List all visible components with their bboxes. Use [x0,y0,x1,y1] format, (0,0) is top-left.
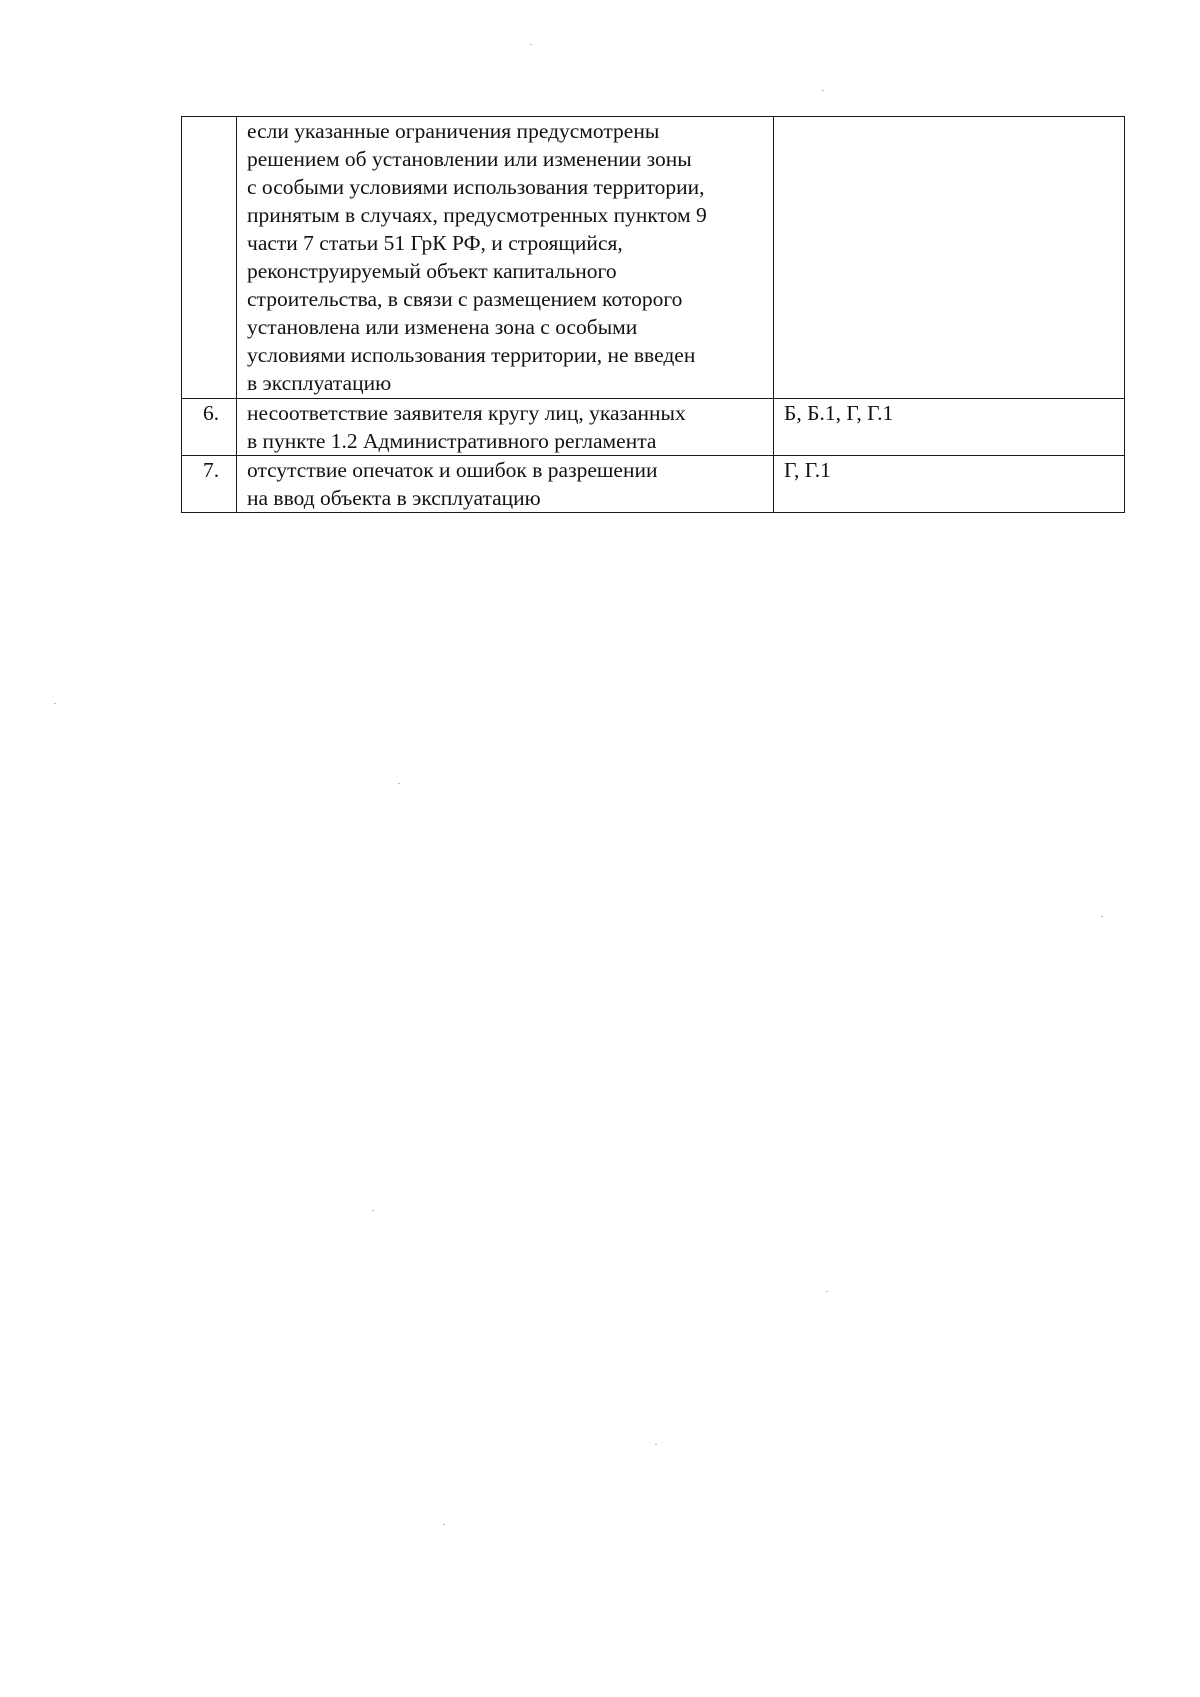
row-description [237,456,774,513]
table-row [182,456,1125,513]
row-codes: Г, Г.1 [774,456,1125,513]
scan-artifact [443,1524,445,1525]
row-description [237,399,774,456]
scan-artifact [826,1291,828,1292]
grounds-table [181,116,1125,513]
row-number: 7. [182,456,237,513]
row-codes [774,117,1125,399]
row-description-text: если указанные ограничения предусмотрены решением об установлении или изменении зоны с особыми условиями использования территории, принятым в случаях, предусмотренных пунктом 9 части 7 статьи 51 ГрК РФ, и строящийся, реконструируемый объект капитального строительства, в связи с размещением которого установлена или изменена зона с особыми условиями использования территории, не введен в эксплуатацию [247,119,707,395]
row-description-text: отсутствие опечаток и ошибок в разрешении на ввод объекта в эксплуатацию [247,458,658,510]
row-description [237,117,774,399]
row-number: 6. [182,399,237,456]
row-description-text: несоответствие заявителя кругу лиц, указанных в пункте 1.2 Административного регламента [247,401,686,453]
table-row [182,399,1125,456]
scan-artifact [54,703,56,704]
scan-artifact [530,44,532,45]
row-number [182,117,237,399]
row-codes: Б, Б.1, Г, Г.1 [774,399,1125,456]
scan-artifact [822,90,824,91]
scan-artifact [372,1210,374,1211]
scan-artifact [398,783,400,784]
scan-artifact [655,1444,657,1445]
table-row [182,117,1125,399]
scan-artifact [1101,916,1103,917]
